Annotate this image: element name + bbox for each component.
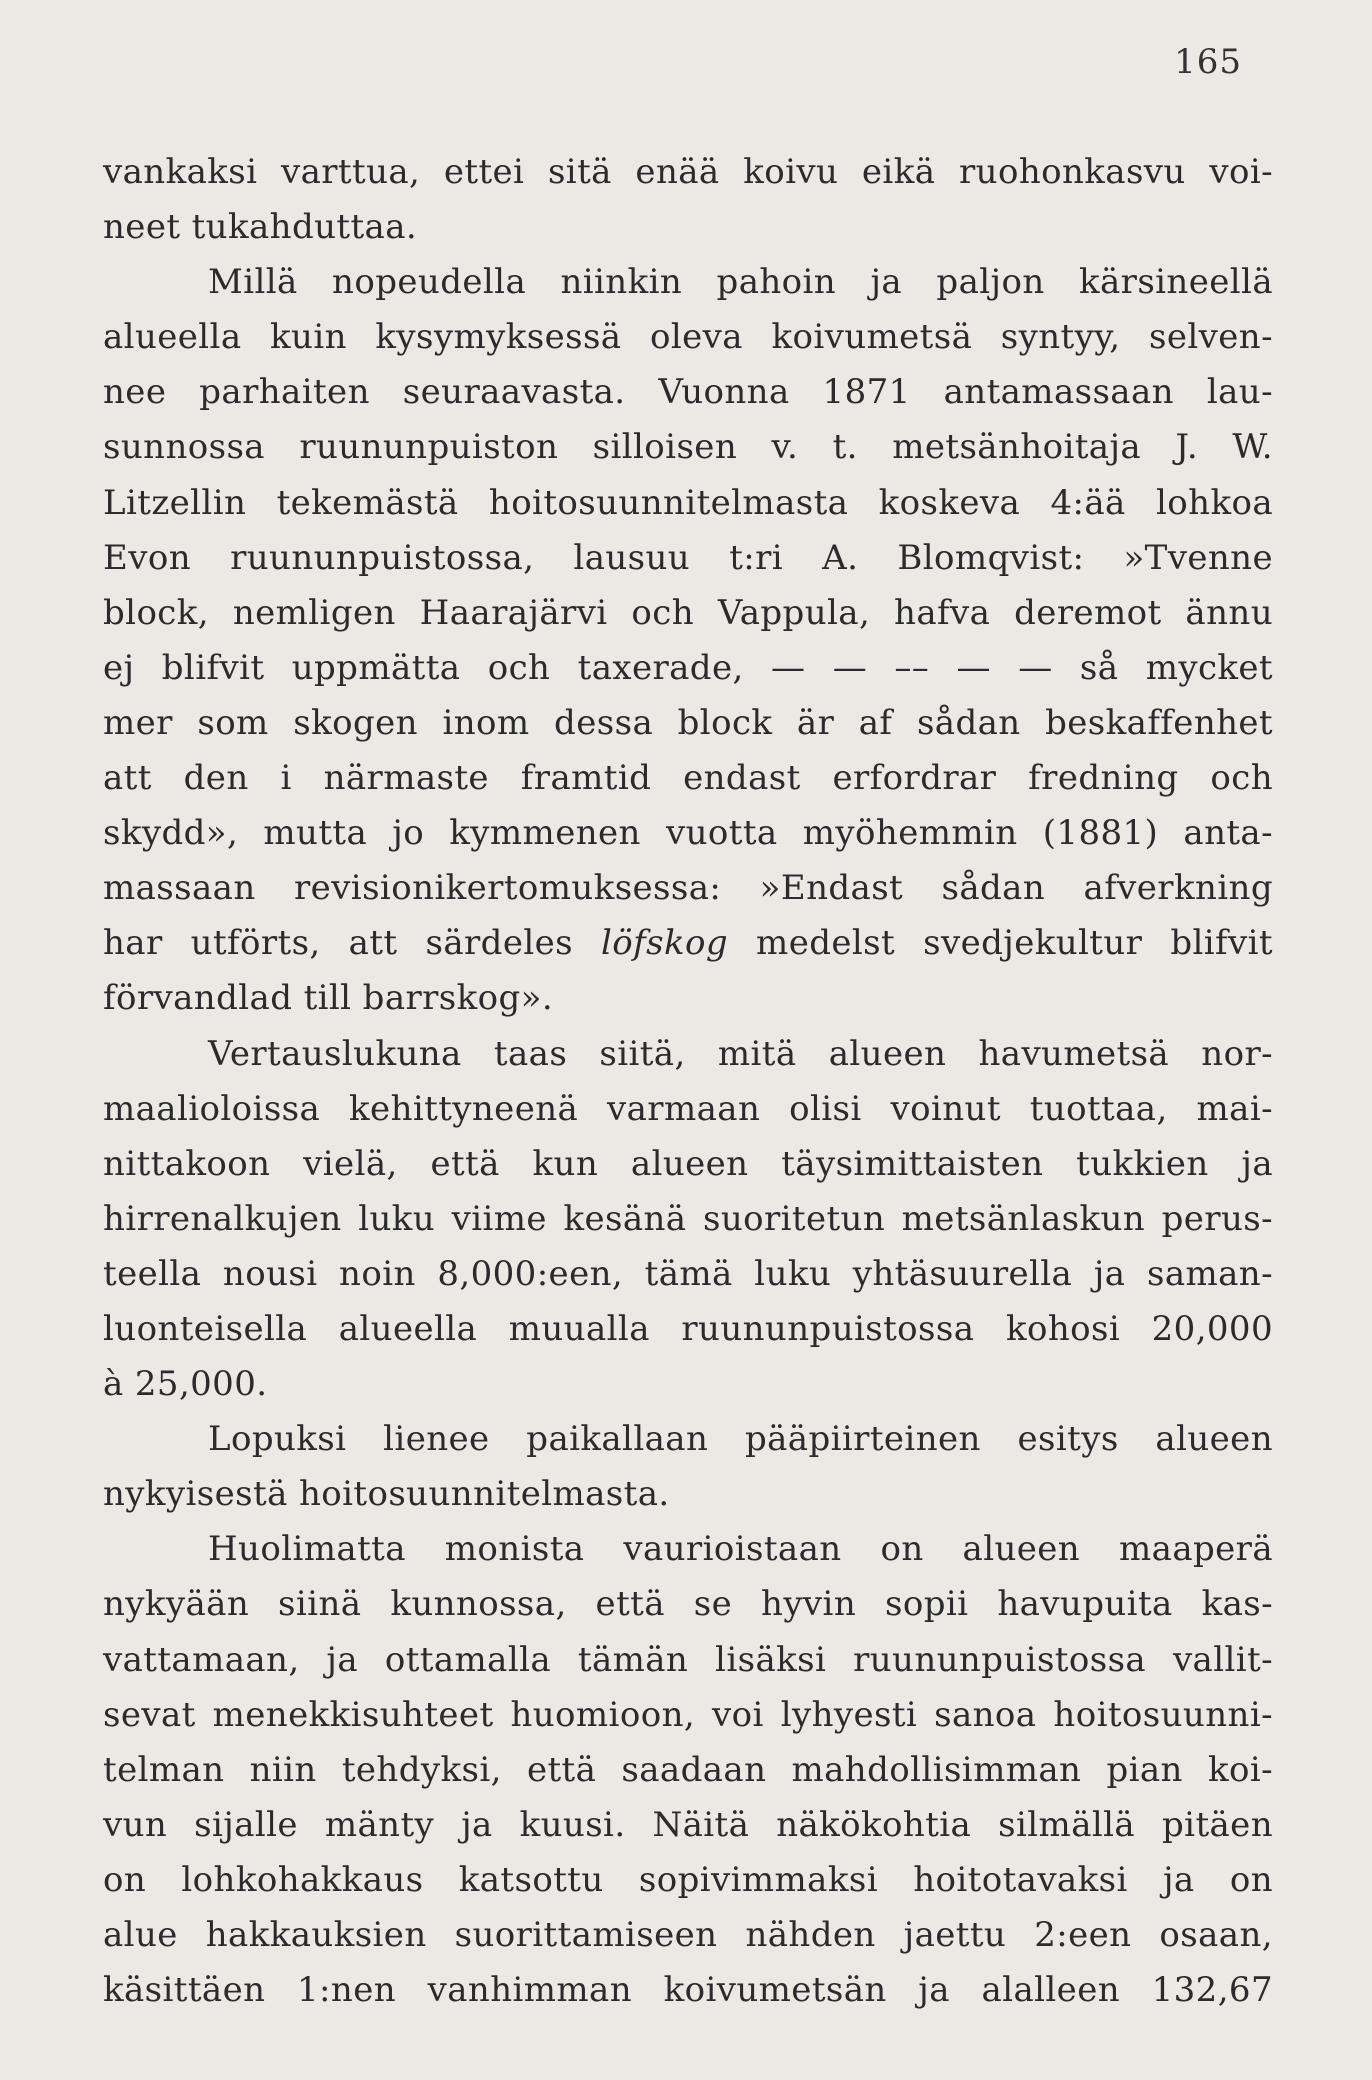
text-line: sunnossa ruununpuiston silloisen v. t. metsänhoitaja J. W. [103, 427, 1273, 468]
text-line: Evon ruununpuistossa, lausuu t:ri A. Blomqvist: »Tvenne [103, 537, 1273, 578]
italic-term: löfskog [601, 923, 729, 964]
text-line: telman niin tehdyksi, että saadaan mahdollisimman pian koi- [103, 1749, 1273, 1790]
text-line: vun sijalle mänty ja kuusi. Näitä näkökohtia silmällä pitäen [103, 1804, 1273, 1845]
text-line: alueella kuin kysymyksessä oleva koivumetsä syntyy, selven- [103, 317, 1273, 358]
text-line: Millä nopeudella niinkin pahoin ja paljon kärsineellä [208, 262, 1273, 303]
text-line: mer som skogen inom dessa block är af sådan beskaffenhet [103, 702, 1273, 743]
text-segment: medelst svedjekultur blifvit [728, 923, 1273, 964]
text-line: skydd», mutta jo kymmenen vuotta myöhemmin (1881) anta- [103, 813, 1273, 854]
text-line: käsittäen 1:nen vanhimman koivumetsän ja alalleen 132,67 [103, 1970, 1273, 2011]
text-line: nittakoon vielä, että kun alueen täysimittaisten tukkien ja [103, 1143, 1273, 1184]
text-line: maalioloissa kehittyneenä varmaan olisi voinut tuottaa, mai- [103, 1088, 1273, 1129]
text-line: vankaksi varttua, ettei sitä enää koivu eikä ruohonkasvu voi- [103, 152, 1273, 192]
text-line: nee parhaiten seuraavasta. Vuonna 1871 antamassaan lau- [103, 372, 1273, 413]
text-line: massaan revisionikertomuksessa: »Endast sådan afverkning [103, 868, 1273, 909]
text-line: teella nousi noin 8,000:een, tämä luku yhtäsuurella ja saman- [103, 1253, 1273, 1294]
text-line: Huolimatta monista vaurioistaan on alueen maaperä [208, 1529, 1273, 1570]
text-line: nykyisestä hoitosuunnitelmasta. [103, 1474, 670, 1515]
text-line: förvandlad till barrskog». [103, 978, 554, 1019]
text-line [103, 916, 1273, 971]
text-line: vattamaan, ja ottamalla tämän lisäksi ruununpuistossa vallit- [103, 1639, 1273, 1680]
text-line: alue hakkauksien suorittamiseen nähden jaettu 2:een osaan, [103, 1915, 1273, 1955]
text-line: sevat menekkisuhteet huomioon, voi lyhyesti sanoa hoitosuunni- [103, 1694, 1273, 1735]
body-text [103, 145, 1273, 2018]
text-line: hirrenalkujen luku viime kesänä suoritetun metsänlaskun perus- [103, 1198, 1273, 1239]
text-line: ej blifvit uppmätta och taxerade, — — –– — — så mycket [103, 647, 1273, 688]
text-segment: har utförts, att särdeles [103, 923, 602, 964]
page-number: 165 [1174, 42, 1242, 82]
text-line: Litzellin tekemästä hoitosuunnitelmasta koskeva 4:ää lohkoa [103, 482, 1273, 523]
text-line: nykyään siinä kunnossa, että se hyvin sopii havupuita kas- [103, 1584, 1273, 1625]
text-line: Lopuksi lienee paikallaan pääpiirteinen esitys alueen [208, 1419, 1273, 1460]
text-line: à 25,000. [103, 1364, 268, 1405]
text-line: block, nemligen Haarajärvi och Vappula, hafva deremot ännu [103, 592, 1273, 633]
text-line: att den i närmaste framtid endast erfordrar fredning och [103, 758, 1273, 799]
text-line: Vertauslukuna taas siitä, mitä alueen havumetsä nor- [208, 1033, 1273, 1074]
text-line: luonteisella alueella muualla ruununpuistossa kohosi 20,000 [103, 1308, 1273, 1349]
text-line: on lohkohakkaus katsottu sopivimmaksi hoitotavaksi ja on [103, 1859, 1273, 1900]
text-line: neet tukahduttaa. [103, 207, 418, 248]
